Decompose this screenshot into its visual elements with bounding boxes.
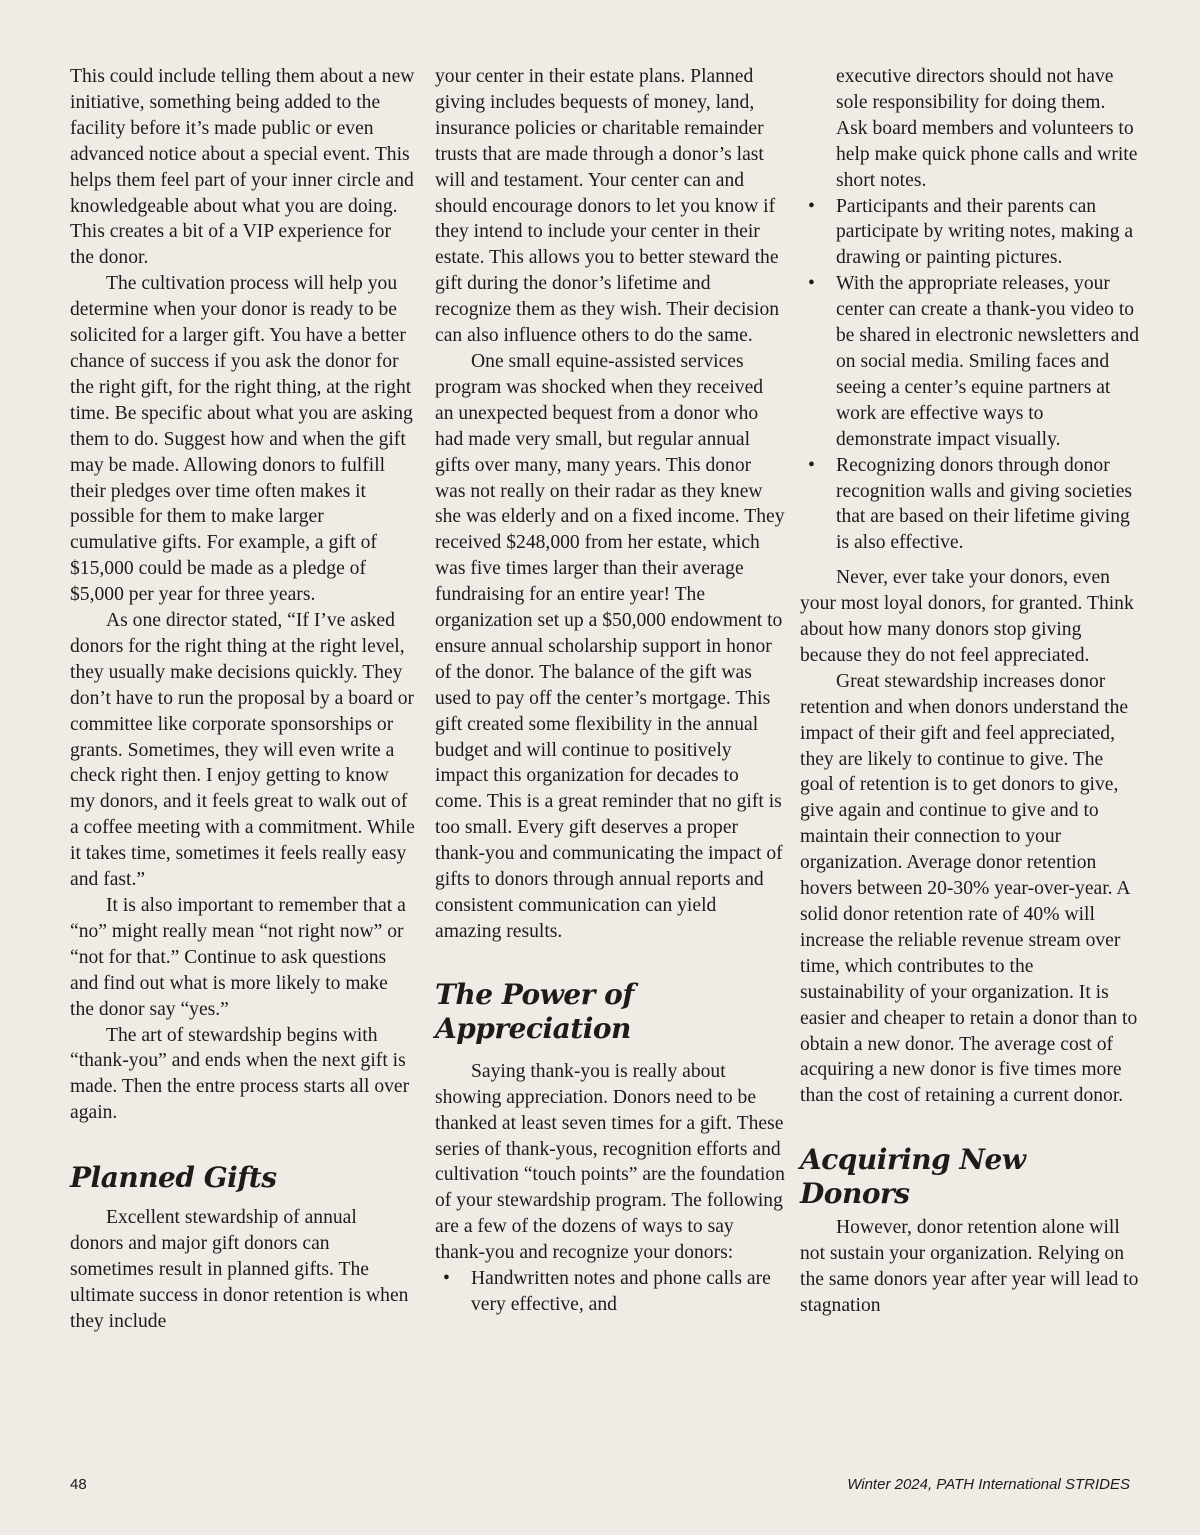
paragraph: Never, ever take your donors, even your most loyal donors, for granted. Think about how many donors stop giving because they do not feel appreciated. (800, 567, 1134, 666)
paragraph: As one director stated, “If I’ve asked donors for the right thing at the right level, they usually make decisions quickly. They don’t have to run the proposal by a board or committee like corporate sponsorships or grants. Sometimes, they will even write a check right then. I enjoy getting to know my donors, and it feels great to walk out of a coffee meeting with a commitment. While it takes time, sometimes it feels really easy and fast.” (70, 610, 415, 891)
column-2 (435, 64, 785, 1318)
column-3 (800, 64, 1140, 1319)
paragraph: However, donor retention alone will not sustain your organization. Relying on the same donors year after year will lead to stagnation (800, 1217, 1139, 1316)
section-heading-planned-gifts: Planned Gifts (70, 1161, 277, 1195)
paragraph: Saying thank-you is really about showing appreciation. Donors need to be thanked at least seven times for a gift. These series of thank-yous, recognition efforts and cultivation “touch points” are the foundation of your stewardship program. The following are a few of the dozens of ways to say thank-you and recognize your donors: (435, 1060, 785, 1264)
section-heading-acquiring-new-donors: Acquiring New Donors (800, 1143, 1026, 1211)
list-item: • With the appropriate releases, your center can create a thank-you video to be shared in electronic newsletters and on social media. Smiling faces and seeing a center’s equine partners at work are effective ways to demonstrate impact visually. (800, 271, 1140, 452)
paragraph: One small equine-assisted services program was shocked when they received an unexpected bequest from a donor who had made very small, but regular annual gifts over many, many years. This donor was not really on their radar as they knew she was elderly and on a fixed income. They received $248,000 from her estate, which was five times larger than their average fundraising for an entire year! The organization set up a $50,000 endowment to ensure annual scholarship support in honor of the donor. The balance of the gift was used to pay off the center’s mortgage. This gift created some flexibility in the annual budget and will continue to positively impact this organization for decades to come. This is a great reminder that no gift is too small. Every gift deserves a proper thank-you and communicating the impact of gifts to donors through annual reports and consistent communication can yield amazing results. (435, 350, 785, 942)
paragraph: This could include telling them about a new initiative, something being added to the facility before it’s made public or even advanced notice about a special event. This helps them feel part of your inner circle and knowledgeable about what you are doing. This creates a bit of a VIP experience for the donor. (70, 66, 415, 269)
list-item-continued: executive directors should not have sole responsibility for doing them. Ask board members and volunteers to help make quick phone calls and write short notes. (836, 66, 1138, 191)
list-item: • Handwritten notes and phone calls are very effective, and (435, 1266, 785, 1318)
bullet-list (800, 64, 1140, 556)
paragraph: Great stewardship increases donor retention and when donors understand the impact of their gift and feel appreciated, they are likely to continue to give. The goal of retention is to get donors to give, give again and continue to give and to maintain their connection to your organization. Average donor retention hovers between 20-30% year-over-year. A solid donor retention rate of 40% will increase the reliable revenue stream over time, which contributes to the sustainability of your organization. It is easier and cheaper to retain a donor than to obtain a new donor. The average cost of acquiring a new donor is five times more than the cost of retaining a current donor. (800, 670, 1138, 1107)
paragraph: The cultivation process will help you determine when your donor is ready to be solicited for a larger gift. You have a better chance of success if you ask the donor for the right gift, for the right thing, at the right time. Be specific about what you are asking them to do. Suggest how and when the gift may be made. Allowing donors to fulfill their pledges over time often makes it possible for them to make larger cumulative gifts. For example, a gift of $15,000 could be made as a pledge of $5,000 per year for three years. (70, 273, 413, 606)
list-item: • Recognizing donors through donor recognition walls and giving societies that are based on their lifetime giving is also effective. (800, 453, 1140, 557)
list-item: • Participants and their parents can participate by writing notes, making a drawing or painting pictures. (800, 194, 1140, 272)
paragraph: your center in their estate plans. Planned giving includes bequests of money, land, insurance policies or charitable remainder trusts that are made through a donor’s last will and testament. Your center can and should encourage donors to let you know if they intend to include your center in their estate. This allows you to better steward the gift during the donor’s lifetime and recognize them as they wish. Their decision can also influence others to do the same. (435, 66, 780, 347)
paragraph: The art of stewardship begins with “thank-you” and ends when the next gift is made. Then the entre process starts all over again. (70, 1024, 410, 1124)
paragraph: It is also important to remember that a “no” might really mean “not right now” or “not for that.” Continue to ask questions and find out what is more likely to make the donor say “yes.” (70, 895, 406, 1020)
bullet-list (435, 1266, 785, 1318)
column-1 (70, 64, 415, 1335)
page-number: 48 (70, 1476, 87, 1493)
publication-title: Winter 2024, PATH International STRIDES (847, 1476, 1130, 1493)
paragraph: Excellent stewardship of annual donors and major gift donors can sometimes result in planned gifts. The ultimate success in donor retention is when they include (70, 1207, 409, 1332)
section-heading-power-of-appreciation: The Power of Appreciation (435, 977, 634, 1045)
